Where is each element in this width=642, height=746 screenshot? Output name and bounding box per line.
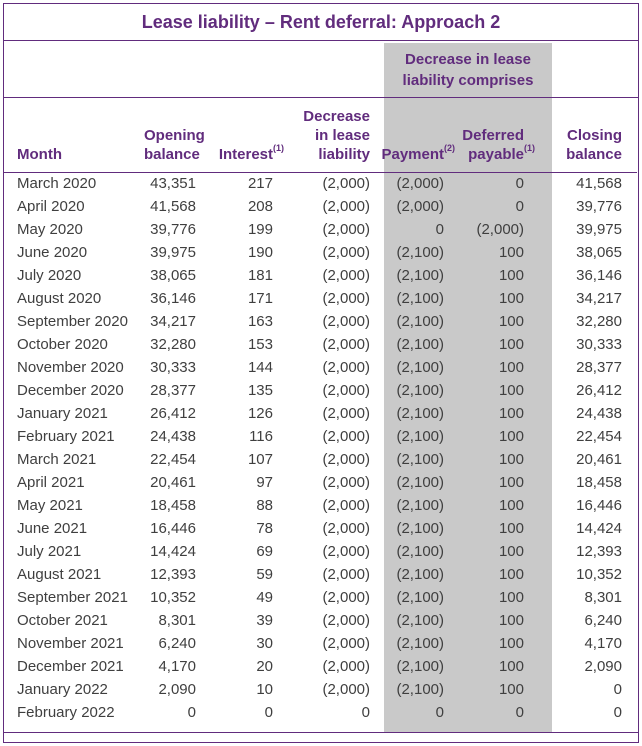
cell-closing-balance: 26,412: [576, 382, 622, 399]
cell-payment: (2,100): [396, 382, 444, 399]
cell-payment: (2,100): [396, 497, 444, 514]
cell-payment: (2,100): [396, 405, 444, 422]
cell-deferred-payable: 100: [498, 566, 524, 583]
cell-interest: 208: [247, 198, 273, 215]
cell-payment: 0: [435, 221, 444, 238]
table-row: [4, 655, 637, 678]
cell-opening-balance: 28,377: [150, 382, 196, 399]
cell-deferred-payable: 100: [498, 543, 524, 560]
cell-closing-balance: 22,454: [576, 428, 622, 445]
cell-decrease-in-lease-liability: (2,000): [322, 405, 370, 422]
cell-interest: 20: [256, 658, 273, 675]
table-row: [4, 563, 637, 586]
cell-closing-balance: 4,170: [584, 635, 622, 652]
cell-opening-balance: 16,446: [150, 520, 196, 537]
cell-payment: (2,000): [396, 198, 444, 215]
cell-interest: 171: [247, 290, 273, 307]
cell-decrease-in-lease-liability: (2,000): [322, 244, 370, 261]
table-row: [4, 448, 637, 471]
cell-month: June 2020: [17, 244, 88, 261]
cell-payment: 0: [435, 704, 444, 721]
decrease-band-line2: liability comprises: [402, 71, 534, 89]
cell-payment: (2,100): [396, 543, 444, 560]
cell-deferred-payable: 100: [498, 244, 524, 261]
col-header-deferred-payable: Deferred payable (1): [448, 98, 528, 172]
cell-payment: (2,100): [396, 290, 444, 307]
decrease-band-line1: Decrease in lease: [405, 50, 531, 68]
cell-deferred-payable: 100: [498, 520, 524, 537]
cell-closing-balance: 20,461: [576, 451, 622, 468]
cell-opening-balance: 12,393: [150, 566, 196, 583]
cell-month: December 2021: [17, 658, 124, 675]
cell-month: February 2022: [17, 704, 115, 721]
cell-interest: 39: [256, 612, 273, 629]
cell-closing-balance: 0: [613, 681, 622, 698]
cell-month: January 2022: [17, 681, 108, 698]
cell-interest: 153: [247, 336, 273, 353]
cell-month: May 2021: [17, 497, 83, 514]
cell-decrease-in-lease-liability: (2,000): [322, 681, 370, 698]
cell-opening-balance: 26,412: [150, 405, 196, 422]
cell-decrease-in-lease-liability: (2,000): [322, 382, 370, 399]
cell-payment: (2,100): [396, 566, 444, 583]
cell-month: August 2020: [17, 290, 102, 307]
cell-decrease-in-lease-liability: (2,000): [322, 612, 370, 629]
cell-deferred-payable: 100: [498, 497, 524, 514]
table-row: [4, 310, 637, 333]
cell-closing-balance: 0: [613, 704, 622, 721]
cell-opening-balance: 34,217: [150, 313, 196, 330]
cell-month: April 2020: [17, 198, 85, 215]
cell-deferred-payable: 0: [515, 175, 524, 193]
table-row: [4, 678, 637, 701]
cell-closing-balance: 18,458: [576, 474, 622, 491]
cell-decrease-in-lease-liability: (2,000): [322, 520, 370, 537]
table-row: [4, 540, 637, 563]
table-row: [4, 356, 637, 379]
cell-payment: (2,100): [396, 244, 444, 261]
table-row: [4, 333, 637, 356]
cell-payment: (2,100): [396, 635, 444, 652]
cell-decrease-in-lease-liability: (2,000): [322, 359, 370, 376]
cell-decrease-in-lease-liability: (2,000): [322, 428, 370, 445]
cell-decrease-in-lease-liability: 0: [361, 704, 370, 721]
cell-payment: (2,000): [396, 175, 444, 193]
cell-interest: 97: [256, 474, 273, 491]
col-header-closing-balance: Closing balance: [528, 98, 637, 172]
cell-month: December 2020: [17, 382, 124, 399]
cell-deferred-payable: 100: [498, 405, 524, 422]
table-row: [4, 287, 637, 310]
cell-opening-balance: 4,170: [158, 658, 196, 675]
cell-opening-balance: 14,424: [150, 543, 196, 560]
cell-interest: 88: [256, 497, 273, 514]
col-header-interest: Interest (1): [200, 98, 277, 172]
cell-deferred-payable: 100: [498, 681, 524, 698]
table-row: [4, 241, 637, 264]
cell-closing-balance: 38,065: [576, 244, 622, 261]
table-body: [4, 172, 637, 724]
cell-closing-balance: 39,776: [576, 198, 622, 215]
cell-month: November 2021: [17, 635, 124, 652]
cell-opening-balance: 30,333: [150, 359, 196, 376]
cell-payment: (2,100): [396, 267, 444, 284]
cell-deferred-payable: 0: [515, 198, 524, 215]
cell-month: September 2020: [17, 313, 128, 330]
cell-month: March 2021: [17, 451, 97, 468]
decrease-band-header-text: [384, 41, 552, 98]
cell-deferred-payable: 100: [498, 612, 524, 629]
cell-opening-balance: 6,240: [158, 635, 196, 652]
cell-opening-balance: 0: [187, 704, 196, 721]
cell-opening-balance: 32,280: [150, 336, 196, 353]
table-row: [4, 517, 637, 540]
cell-deferred-payable: 100: [498, 336, 524, 353]
table-row: [4, 586, 637, 609]
cell-decrease-in-lease-liability: (2,000): [322, 198, 370, 215]
cell-payment: (2,100): [396, 681, 444, 698]
decrease-band-header: [4, 41, 638, 98]
lease-liability-table: [4, 98, 637, 724]
cell-decrease-in-lease-liability: (2,000): [322, 589, 370, 606]
cell-deferred-payable: 100: [498, 589, 524, 606]
cell-month: July 2020: [17, 267, 82, 284]
cell-month: February 2021: [17, 428, 115, 445]
cell-interest: 59: [256, 566, 273, 583]
cell-interest: 0: [264, 704, 273, 721]
table-title-row: [4, 4, 638, 41]
cell-month: July 2021: [17, 543, 82, 560]
cell-month: June 2021: [17, 520, 88, 537]
cell-month: March 2020: [17, 175, 97, 193]
cell-closing-balance: 30,333: [576, 336, 622, 353]
cell-opening-balance: 22,454: [150, 451, 196, 468]
table-row: [4, 264, 637, 287]
cell-deferred-payable: 100: [498, 658, 524, 675]
cell-decrease-in-lease-liability: (2,000): [322, 543, 370, 560]
cell-closing-balance: 41,568: [576, 175, 622, 193]
cell-payment: (2,100): [396, 612, 444, 629]
cell-interest: 10: [256, 681, 273, 698]
cell-decrease-in-lease-liability: (2,000): [322, 336, 370, 353]
cell-payment: (2,100): [396, 313, 444, 330]
cell-deferred-payable: 100: [498, 359, 524, 376]
cell-opening-balance: 20,461: [150, 474, 196, 491]
cell-payment: (2,100): [396, 336, 444, 353]
cell-interest: 30: [256, 635, 273, 652]
cell-interest: 107: [247, 451, 273, 468]
table-row: [4, 609, 637, 632]
cell-interest: 126: [247, 405, 273, 422]
cell-interest: 144: [247, 359, 273, 376]
cell-payment: (2,100): [396, 520, 444, 537]
cell-month: August 2021: [17, 566, 102, 583]
table-row: [4, 172, 637, 195]
cell-interest: 217: [247, 175, 273, 193]
cell-interest: 181: [247, 267, 273, 284]
col-header-opening-balance: Opening balance: [144, 98, 200, 172]
table-row: [4, 632, 637, 655]
cell-month: May 2020: [17, 221, 83, 238]
cell-interest: 199: [247, 221, 273, 238]
cell-interest: 135: [247, 382, 273, 399]
cell-payment: (2,100): [396, 589, 444, 606]
cell-interest: 163: [247, 313, 273, 330]
page-title: Lease liability – Rent deferral: Approach 2: [141, 11, 501, 32]
cell-closing-balance: 12,393: [576, 543, 622, 560]
cell-deferred-payable: 100: [498, 267, 524, 284]
cell-opening-balance: 8,301: [158, 612, 196, 629]
cell-opening-balance: 43,351: [150, 175, 196, 193]
cell-opening-balance: 38,065: [150, 267, 196, 284]
lease-table-frame: [3, 3, 639, 743]
cell-decrease-in-lease-liability: (2,000): [322, 221, 370, 238]
table-row: [4, 494, 637, 517]
cell-deferred-payable: 100: [498, 290, 524, 307]
cell-payment: (2,100): [396, 428, 444, 445]
cell-deferred-payable: 100: [498, 313, 524, 330]
table-row: [4, 425, 637, 448]
cell-month: April 2021: [17, 474, 85, 491]
col-header-decrease-in-lease-liability: Decrease in lease liability: [277, 98, 374, 172]
cell-deferred-payable: 100: [498, 451, 524, 468]
cell-closing-balance: 16,446: [576, 497, 622, 514]
cell-closing-balance: 24,438: [576, 405, 622, 422]
cell-deferred-payable: 100: [498, 635, 524, 652]
cell-closing-balance: 6,240: [584, 612, 622, 629]
cell-closing-balance: 8,301: [584, 589, 622, 606]
cell-opening-balance: 24,438: [150, 428, 196, 445]
col-header-month: Month: [4, 98, 144, 172]
table-row: [4, 218, 637, 241]
cell-closing-balance: 28,377: [576, 359, 622, 376]
cell-deferred-payable: 100: [498, 382, 524, 399]
cell-closing-balance: 34,217: [576, 290, 622, 307]
cell-closing-balance: 10,352: [576, 566, 622, 583]
cell-closing-balance: 39,975: [576, 221, 622, 238]
cell-deferred-payable: 0: [515, 704, 524, 721]
cell-interest: 49: [256, 589, 273, 606]
cell-decrease-in-lease-liability: (2,000): [322, 267, 370, 284]
cell-opening-balance: 39,975: [150, 244, 196, 261]
cell-month: October 2020: [17, 336, 108, 353]
table-row: [4, 379, 637, 402]
cell-decrease-in-lease-liability: (2,000): [322, 566, 370, 583]
cell-opening-balance: 39,776: [150, 221, 196, 238]
col-header-payment: Payment (2): [374, 98, 448, 172]
table-row: [4, 195, 637, 218]
cell-payment: (2,100): [396, 474, 444, 491]
cell-decrease-in-lease-liability: (2,000): [322, 474, 370, 491]
cell-payment: (2,100): [396, 359, 444, 376]
cell-opening-balance: 41,568: [150, 198, 196, 215]
cell-deferred-payable: (2,000): [476, 221, 524, 238]
cell-deferred-payable: 100: [498, 428, 524, 445]
cell-opening-balance: 10,352: [150, 589, 196, 606]
cell-month: November 2020: [17, 359, 124, 376]
table-row: [4, 471, 637, 494]
cell-interest: 190: [247, 244, 273, 261]
cell-closing-balance: 36,146: [576, 267, 622, 284]
bottom-rule: [4, 732, 638, 733]
cell-opening-balance: 18,458: [150, 497, 196, 514]
cell-interest: 69: [256, 543, 273, 560]
cell-decrease-in-lease-liability: (2,000): [322, 175, 370, 193]
column-header-row: [4, 98, 637, 172]
cell-opening-balance: 2,090: [158, 681, 196, 698]
cell-deferred-payable: 100: [498, 474, 524, 491]
cell-opening-balance: 36,146: [150, 290, 196, 307]
cell-decrease-in-lease-liability: (2,000): [322, 313, 370, 330]
table-row: [4, 402, 637, 425]
cell-decrease-in-lease-liability: (2,000): [322, 451, 370, 468]
cell-payment: (2,100): [396, 658, 444, 675]
cell-closing-balance: 32,280: [576, 313, 622, 330]
cell-month: October 2021: [17, 612, 108, 629]
table-row: [4, 701, 637, 724]
cell-closing-balance: 2,090: [584, 658, 622, 675]
cell-month: January 2021: [17, 405, 108, 422]
cell-decrease-in-lease-liability: (2,000): [322, 635, 370, 652]
cell-payment: (2,100): [396, 451, 444, 468]
cell-interest: 78: [256, 520, 273, 537]
cell-decrease-in-lease-liability: (2,000): [322, 658, 370, 675]
cell-month: September 2021: [17, 589, 128, 606]
cell-decrease-in-lease-liability: (2,000): [322, 290, 370, 307]
cell-decrease-in-lease-liability: (2,000): [322, 497, 370, 514]
cell-interest: 116: [249, 428, 273, 445]
cell-closing-balance: 14,424: [576, 520, 622, 537]
